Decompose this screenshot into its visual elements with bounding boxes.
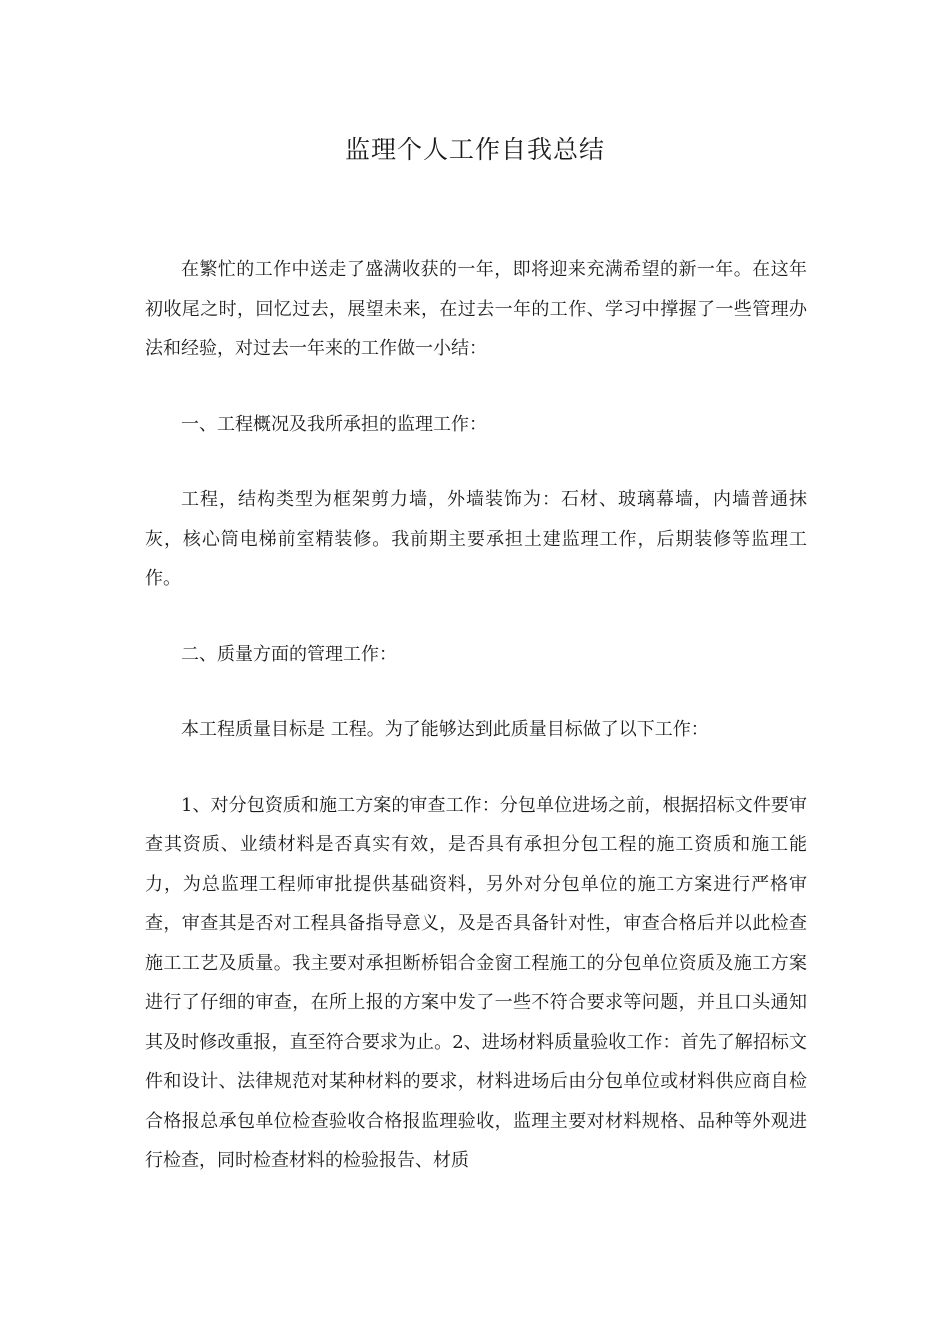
project-overview-paragraph: 工程，结构类型为框架剪力墙，外墙装饰为：石材、玻璃幕墙，内墙普通抹灰，核心筒电梯前室精装修。我前期主要承担土建监理工作，后期装修等监理工作。: [145, 489, 807, 589]
section-heading-2: 二、质量方面的管理工作：: [181, 643, 397, 665]
section-heading-1: 一、工程概况及我所承担的监理工作：: [181, 413, 487, 435]
review-work-paragraph: 1、对分包资质和施工方案的审查工作：分包单位进场之前，根据招标文件要审查其资质、业绩材料是否真实有效，是否具有承担分包工程的施工资质和施工能力，为总监理工程师审批提供基础资料，另外对分包单位的施工方案进行严格审查，审查其是否对工程具备指导意义，及是否具备针对性，审查合格后并以此检查施工工艺及质量。我主要对承担断桥铝合金窗工程施工的分包单位资质及施工方案进行了仔细的审查，在所上报的方案中发了一些不符合要求等问题，并且口头通知其及时修改重报，直至符合要求为止。2、进场材料质量验收工作：首先了解招标文件和设计、法律规范对某种材料的要求，材料进场后由分包单位或材料供应商自检合格报总承包单位检查验收合格报监理验收，监理主要对材料规格、品种等外观进行检查，同时检查材料的检验报告、材质: [145, 794, 807, 1171]
intro-paragraph: 在繁忙的工作中送走了盛满收获的一年，即将迎来充满希望的新一年。在这年初收尾之时，回忆过去，展望未来，在过去一年的工作、学习中撑握了一些管理办法和经验，对过去一年来的工作做一小结：: [145, 259, 807, 359]
document-body: [145, 250, 807, 1181]
quality-goal-paragraph: 本工程质量目标是 工程。为了能够达到此质量目标做了以下工作：: [181, 719, 709, 740]
document-title: 监理个人工作自我总结: [344, 135, 605, 164]
